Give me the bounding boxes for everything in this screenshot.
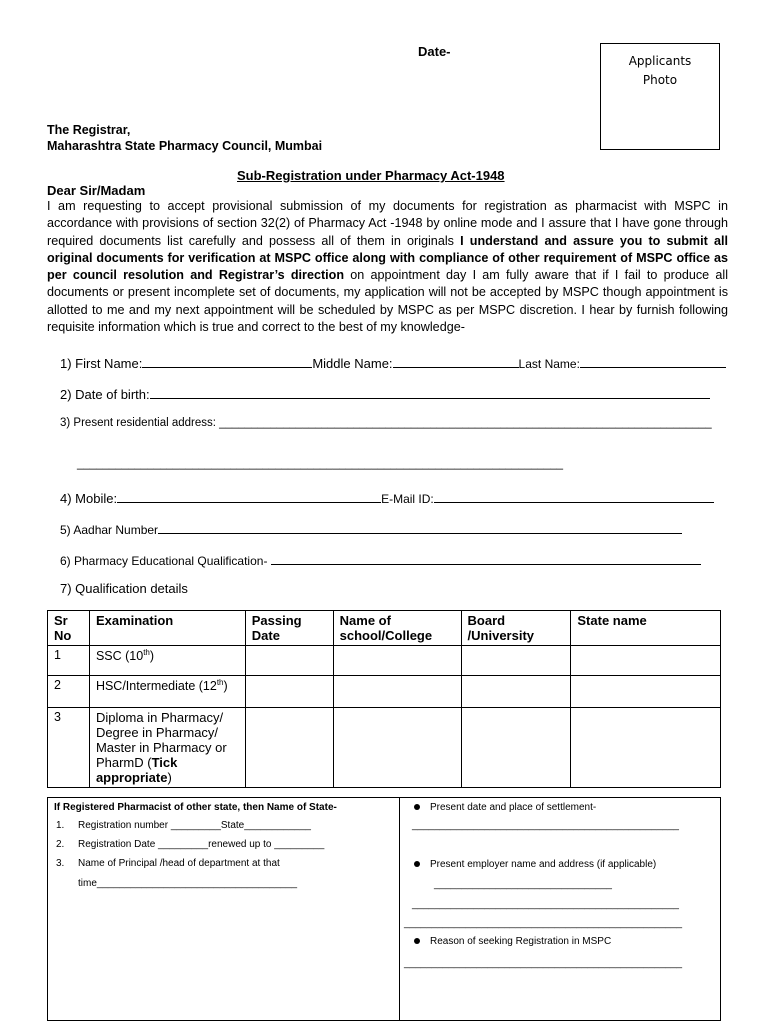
row2-exam xyxy=(89,676,245,708)
row2-state[interactable] xyxy=(571,676,721,708)
first-name-input[interactable] xyxy=(142,354,312,368)
employer-field-line1[interactable]: ________________________________ xyxy=(434,879,612,890)
body-part1: I am requesting to accept provisional submission of my documents for registration as pharmacist with MSPC in accordance with provisions of section 32(2) of Pharmacy Act -1948 by online mode and I assure that I have gone through required documents list carefully and possess all of them in originals xyxy=(47,199,728,248)
bullet-icon xyxy=(414,804,420,810)
address-label: 3) Present residential address: xyxy=(60,417,220,429)
field-aadhar xyxy=(60,520,682,537)
row3-board[interactable] xyxy=(461,708,571,788)
row2-passing-date[interactable] xyxy=(245,676,333,708)
qualification-input[interactable] xyxy=(271,551,701,565)
item1-number: 1. xyxy=(56,820,65,831)
row1-passing-date[interactable] xyxy=(245,646,333,676)
subject-line: Sub-Registration under Pharmacy Act-1948 xyxy=(237,168,505,183)
header-state: State name xyxy=(571,611,721,646)
qualification-table xyxy=(47,610,721,788)
body-part2: on appointment day I am fully aware that if I fail to produce all documents or present incomplete set of documents, my application will not be accepted by MSPC though appointment is allotted to me and my next appointment will be scheduled by MSPC as per MSPC discretion. I hear by furnish following requisite information which is true and correct to the best of my knowledge- xyxy=(47,268,728,335)
other-state-box xyxy=(47,797,721,1021)
registration-date-field[interactable]: Registration Date _________renewed up to _________ xyxy=(78,839,325,850)
mobile-label: 4) Mobile: xyxy=(60,491,118,506)
dob-label: 2) Date of birth: xyxy=(60,387,150,402)
other-state-panel xyxy=(48,798,400,1020)
body-bold: I understand and assure you to submit all original documents for verification at MSPC office along with compliance of other requirement of MSPC office as per council resolution and Registrar’s direction xyxy=(47,233,728,283)
row2-exam-text: HSC/Intermediate (12 xyxy=(95,679,217,694)
row3-state[interactable] xyxy=(571,708,721,788)
salutation: Dear Sir/Madam xyxy=(47,183,146,198)
principal-name-field[interactable]: time____________________________________ xyxy=(78,878,298,889)
row1-exam-text: SSC (10 xyxy=(95,649,144,664)
qualification-label: 6) Pharmacy Educational Qualification- xyxy=(60,554,271,568)
row1-school[interactable] xyxy=(333,646,461,676)
row1-exam-sup: th xyxy=(143,648,150,657)
employer-label: Present employer name and address (if applicable) xyxy=(430,859,657,870)
row3-sr: 3 xyxy=(48,708,90,788)
table-header-row xyxy=(48,611,721,646)
table-row xyxy=(48,676,721,708)
last-name-label: Last Name: xyxy=(518,357,580,371)
field-mobile-email xyxy=(60,489,714,506)
other-state-title: If Registered Pharmacist of other state, then Name of State- xyxy=(54,802,337,813)
settlement-label: Present date and place of settlement- xyxy=(430,802,597,813)
row3-exam-text: Diploma in Pharmacy/ Degree in Pharmacy/ Master in Pharmacy or PharmD ( xyxy=(95,710,227,770)
field-dob xyxy=(60,385,710,402)
registration-number-field[interactable]: Registration number _________State____________ xyxy=(78,820,311,831)
row1-state[interactable] xyxy=(571,646,721,676)
last-name-input[interactable] xyxy=(580,354,726,368)
header-passing-date: Passing Date xyxy=(245,611,333,646)
row3-exam-bold: Tick appropriate xyxy=(95,755,178,785)
principal-name-label: Name of Principal /head of department at that xyxy=(78,858,280,869)
settlement-item xyxy=(414,802,596,813)
row3-school[interactable] xyxy=(333,708,461,788)
header-board: Board /University xyxy=(461,611,571,646)
row1-exam-end: ) xyxy=(149,649,155,664)
header-school: Name of school/College xyxy=(333,611,461,646)
middle-name-label: Middle Name: xyxy=(312,356,393,371)
bullet-icon xyxy=(414,861,420,867)
item3-number: 3. xyxy=(56,858,65,869)
table-row xyxy=(48,646,721,676)
row2-school[interactable] xyxy=(333,676,461,708)
table-row xyxy=(48,708,721,788)
settlement-panel xyxy=(400,798,720,1020)
reason-item xyxy=(414,936,611,947)
field-names xyxy=(60,354,726,371)
middle-name-input[interactable] xyxy=(393,354,519,368)
photo-label-line1: Applicants xyxy=(628,54,692,68)
bullet-icon xyxy=(414,938,420,944)
employer-field-line2[interactable]: ________________________________________________ xyxy=(412,899,679,910)
email-input[interactable] xyxy=(434,489,714,503)
row3-exam xyxy=(89,708,245,788)
addressee-line2: Maharashtra State Pharmacy Council, Mumbai xyxy=(47,139,323,153)
dob-input[interactable] xyxy=(150,385,710,399)
row2-exam-end: ) xyxy=(223,679,228,694)
row2-sr: 2 xyxy=(48,676,90,708)
item2-number: 2. xyxy=(56,839,65,850)
mobile-input[interactable] xyxy=(117,489,381,503)
qualification-details-label: 7) Qualification details xyxy=(60,581,188,596)
row2-exam-sup: th xyxy=(216,678,224,687)
applicant-photo-box[interactable] xyxy=(600,43,720,150)
field-address xyxy=(60,417,712,429)
addressee-line1: The Registrar, xyxy=(47,123,131,137)
row1-sr: 1 xyxy=(48,646,90,676)
row2-board[interactable] xyxy=(461,676,571,708)
date-label: Date- xyxy=(418,44,451,59)
reason-label: Reason of seeking Registration in MSPC xyxy=(430,936,612,947)
reason-field[interactable]: __________________________________________________ xyxy=(404,958,683,969)
employer-field-line3[interactable]: __________________________________________________ xyxy=(404,918,683,929)
row1-exam xyxy=(89,646,245,676)
address-input-line2[interactable]: ____________________________________________________________________________ xyxy=(77,458,564,470)
settlement-field[interactable]: ________________________________________________ xyxy=(412,820,679,831)
header-sr-no: Sr No xyxy=(48,611,90,646)
first-name-label: 1) First Name: xyxy=(60,356,143,371)
aadhar-input[interactable] xyxy=(158,520,682,534)
row3-passing-date[interactable] xyxy=(245,708,333,788)
row1-board[interactable] xyxy=(461,646,571,676)
email-label: E-Mail ID: xyxy=(381,492,434,506)
header-examination: Examination xyxy=(89,611,245,646)
body-paragraph xyxy=(47,198,728,336)
aadhar-label: 5) Aadhar Number xyxy=(60,523,159,537)
address-input-line1[interactable]: _____________________________________________________________________________ xyxy=(219,417,712,429)
row3-exam-end: ) xyxy=(167,770,172,785)
field-qualification xyxy=(60,551,701,568)
photo-label-line2: Photo xyxy=(642,73,678,87)
addressee xyxy=(47,122,322,154)
employer-item xyxy=(414,859,656,870)
